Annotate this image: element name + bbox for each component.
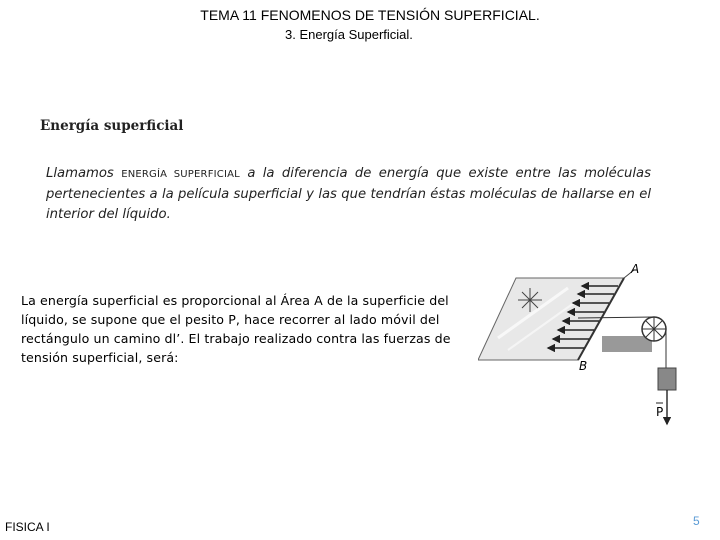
- hanging-weight: [658, 368, 676, 390]
- definition-text: [46, 164, 651, 225]
- diagram-svg: [478, 258, 678, 434]
- body-paragraph: La energía superficial es proporcional al Área A de la superficie del líquido, se supone que el pesito P, hace recorrer al lado móvil del rectángulo un camino dl’. El trabajo realizado contra las fuerzas de tensión superficial, será:: [21, 293, 451, 365]
- definition-rest: a la diferencia de energía que existe entre las moléculas pertenecientes a la película superficial y las que tendrían éstas moléculas de hallarse en el interior del líquido.: [46, 166, 651, 222]
- label-p: P: [656, 405, 664, 419]
- definition-box: [30, 108, 660, 238]
- weight-block-on-table: [602, 336, 652, 352]
- page-title: TEMA 11 FENOMENOS DE TENSIÓN SUPERFICIAL.: [200, 7, 540, 23]
- definition-heading: Energía superficial: [40, 118, 184, 134]
- footer-course: FISICA I: [5, 520, 50, 534]
- definition-lead: Llamamos: [46, 166, 114, 181]
- section-subtitle: 3. Energía Superficial.: [285, 27, 413, 42]
- label-a: A: [631, 262, 640, 276]
- page-number: 5: [693, 514, 700, 528]
- surface-film-diagram: [478, 258, 678, 434]
- label-b: B: [579, 359, 588, 373]
- definition-term: ENERGÍA SUPERFICIAL: [121, 169, 240, 180]
